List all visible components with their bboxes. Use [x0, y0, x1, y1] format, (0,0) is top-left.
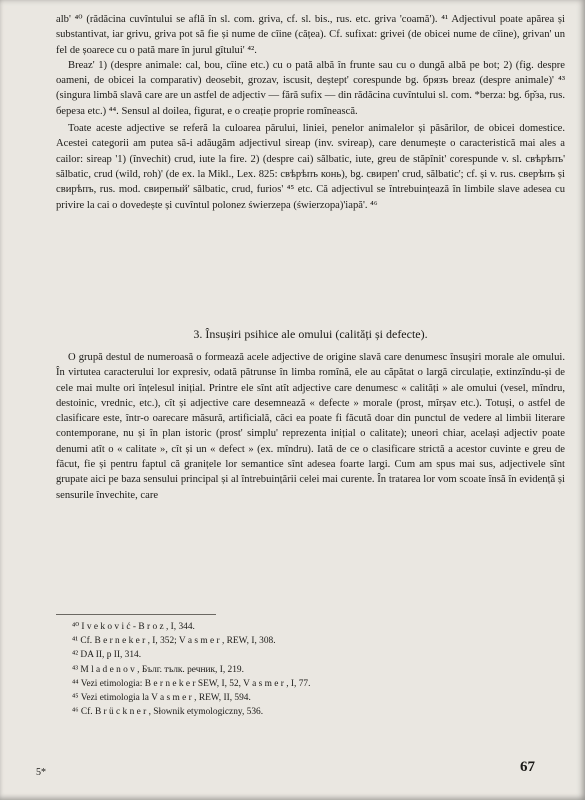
footnote-45: ⁴⁵ Vezi etimologia la V a s m e r , REW, II, 594. — [72, 693, 251, 704]
footnote-46: ⁴⁶ Cf. B r ü c k n e r , Słownik etymologiczny, 536. — [72, 707, 264, 718]
signature-mark: 5* — [36, 767, 46, 778]
footnote-42: ⁴² DA II, p II, 314. — [72, 650, 142, 661]
section-heading: 3. Însușiri psihice ale omului (calități și defecte). — [193, 327, 428, 341]
page-number: 67 — [520, 759, 535, 775]
paragraph-insusiri: O grupă destul de numeroasă o formează acele adjective de origine slavă care denumesc însușiri morale ale omului. În virtutea caracterului lor expresiv, odată pătrunse în limba romînă, ele au căpătat o largă circulație, extinzîndu-și de cele mai multe ori înțelesul inițial. Printre ele sînt atît adjective care denumesc « calități » ale omului (vesel, mîndru, destoinic, vrednic, etc.), cît și adjective care desemnează « defecte » morale (prost, mîrșav etc.). Totuși, o astfel de clasificare este, într-o oarecare măsură, artificială, căci ea poate fi făcută doar din punctul de vedere al limbii literare contemporane, nu și în plan istoric (prost' simplu' reprezenta inițial o calitate); uneori chiar, același adjectiv poate denumi atît o « calitate », cît și un « defect » (ex. mîndru). Iată de ce o clasificare strictă a acestor cuvinte e greu de făcut, fie și pentru faptul că granițele lor semantice sînt adesea foarte largi. Cum am spus mai sus, adjectivele sînt grupate aici pe baza sensului principal și al întrebuințării celei mai curente. În tratarea lor vom scoate însă în evidență și sensurile învechite, care — [56, 352, 565, 501]
footnote-divider — [56, 614, 216, 615]
footnote-40: ⁴⁰ I v e k o v i ć - B r o z , I, 344. — [72, 622, 195, 632]
paragraph-griva: alb' ⁴⁰ (rădăcina cuvîntului se află în sl. com. griva, cf. sl. bis., rus. etc. griva 'coamă'). ⁴¹ Adjectivul poate apărea și substantivat, iar grivu, griva pot să fie și nume de cîine (cățea). Cf. sufixat: grivei (de obicei nume de cîine), grivan' un fel de șoarece cu o pată mare în jurul gîtului' ⁴². — [56, 14, 565, 56]
body-text-top — [56, 12, 565, 213]
paragraph-sireap: Toate aceste adjective se referă la culoarea părului, liniei, penelor animalelor și păsărilor, de obicei domestice. Acestei categorii am putea să-i adăugăm adjectivul sireap (inv. svireap), care denumește o caracteristică mai ales a cailor: sireap '1) (învechit) crud, iute la fire. 2) (despre cai) sălbatic, iute, greu de stăpînit' corespunde v. sl. свѣрѣпъ' sălbatic, crud (wild, roh)' (de ex. la Mikl., Lex. 825: свѣрѣпъ конь), bg. свиреп' crud, sălbatic'; cf. și v. rus. сверѣпъ și свирѣпъ, rus. mod. свирепый' sălbatic, crud, furios' ⁴⁵ etc. Că adjectivul se întrebuințează în limbile slave adesea cu privire la cai o dovedește și cuvîntul polonez świerzepa (świerzopa)'iapă'. ⁴⁶ — [56, 123, 565, 211]
footnotes — [72, 620, 552, 719]
footnote-41: ⁴¹ Cf. B e r n e k e r , I, 352; V a s m e r , REW, I, 308. — [72, 636, 276, 647]
footnote-43: ⁴³ M l a d e n o v , Бълг. тълк. речник, I, 219. — [72, 664, 244, 675]
paragraph-breaz: Breaz' 1) (despre animale: cal, bou, cîine etc.) cu o pată albă în frunte sau cu o dungă albă pe bot; 2) (fig. despre oameni, de obicei la comparativ) deosebit, grozav, iscusit, deștept' corespunde bg. брязъ breaz (despre animale)' ⁴³ (singura limbă slavă care are un astfel de adjectiv — fără sufix — din rădăcina cuvîntului sl. com. *berza: bg. бр̌за, rus. береза etc.) ⁴⁴. Sensul al doilea, figurat, e o creație proprie romînească. — [56, 59, 565, 117]
footnote-44: ⁴⁴ Vezi etimologia: B e r n e k e r SEW, I, 52, V a s m e r , I, 77. — [72, 678, 311, 689]
body-text-bottom — [56, 350, 565, 503]
